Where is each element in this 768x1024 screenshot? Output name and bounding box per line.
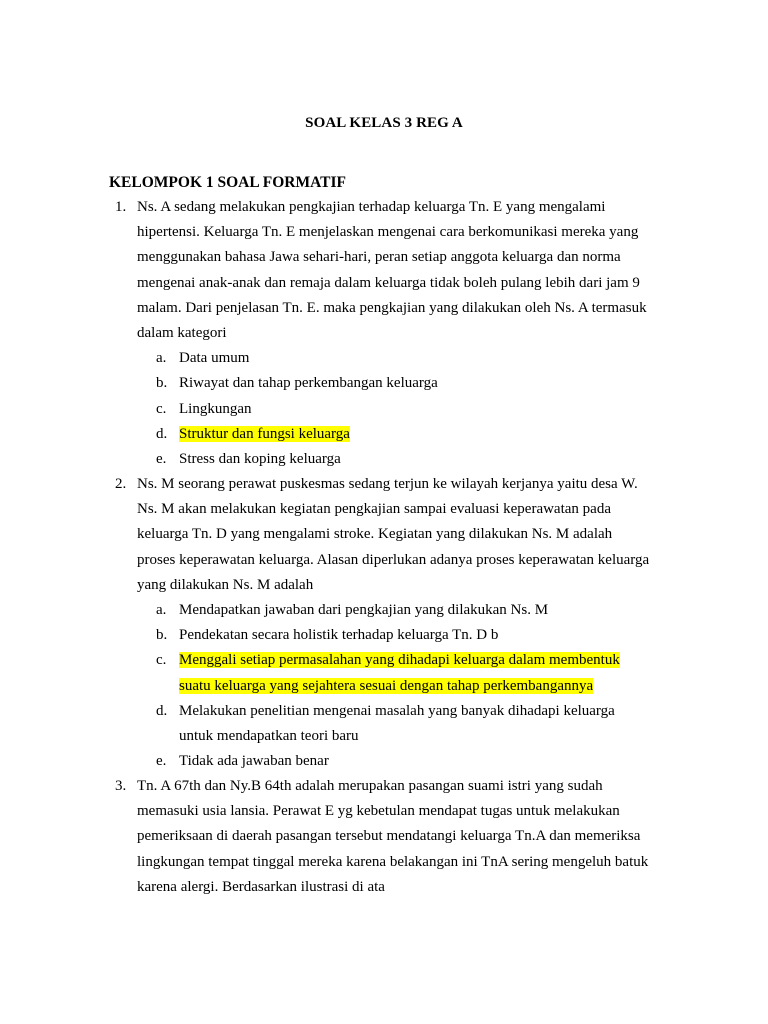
option-text: Stress dan koping keluarga xyxy=(179,451,341,468)
option-c xyxy=(137,648,652,698)
option-e xyxy=(137,447,652,472)
document-title: SOAL KELAS 3 REG A xyxy=(305,115,463,131)
option-letter: e. xyxy=(156,451,167,468)
option-d xyxy=(137,699,652,749)
option-d xyxy=(137,422,652,447)
question-text: Ns. M seorang perawat puskesmas sedang terjun ke wilayah kerjanya yaitu desa W. Ns. M akan melakukan kegiatan pengkajian sampai evaluasi keperawatan pada keluarga Tn. D yang mengalami stroke. Kegiatan yang dilakukan Ns. M adalah proses keperawatan keluarga. Alasan diperlukan adanya proses keperawatan keluarga yang dilakukan Ns. M adalah xyxy=(137,476,650,593)
question-text: Ns. A sedang melakukan pengkajian terhadap keluarga Tn. E yang mengalami hipertensi. Keluarga Tn. E menjelaskan mengenai cara berkomunikasi mereka yang menggunakan bahasa Jawa sehari-hari, peran setiap anggota keluarga dan norma mengenai anak-anak dan remaja dalam keluarga tidak boleh pulang lebih dari jam 9 malam. Dari penjelasan Tn. E. maka pengkajian yang dilakukan oleh Ns. A termasuk dalam kategori xyxy=(137,199,647,342)
option-b xyxy=(137,623,652,648)
option-text-highlighted: Struktur dan fungsi keluarga xyxy=(179,425,350,442)
option-letter: e. xyxy=(156,753,167,770)
option-text: Pendekatan secara holistik terhadap keluarga Tn. D b xyxy=(179,627,499,644)
option-letter: d. xyxy=(156,425,168,442)
question-text: Tn. A 67th dan Ny.B 64th adalah merupakan pasangan suami istri yang sudah memasuki usia lansia. Perawat E yg kebetulan mendapat tugas untuk melakukan pemeriksaan di daerah pasangan tersebut mendatangi keluarga Tn.A dan memeriksa lingkungan tempat tinggal mereka karena belakangan ini TnA sering mengeluh batuk karena alergi. Berdasarkan ilustrasi di ata xyxy=(137,778,649,895)
option-text: Lingkungan xyxy=(179,400,252,417)
option-text: Tidak ada jawaban benar xyxy=(179,753,329,770)
section-heading: KELOMPOK 1 SOAL FORMATIF xyxy=(109,174,346,191)
option-text: Riwayat dan tahap perkembangan keluarga xyxy=(179,375,438,392)
option-letter: b. xyxy=(156,627,168,644)
question-number: 1. xyxy=(115,199,127,215)
option-e xyxy=(137,749,652,774)
option-text: Melakukan penelitian mengenai masalah yang banyak dihadapi keluarga untuk mendapatkan teori baru xyxy=(179,702,615,745)
option-b xyxy=(137,371,652,396)
option-letter: b. xyxy=(156,375,168,392)
option-letter: a. xyxy=(156,350,167,367)
option-c xyxy=(137,397,652,422)
option-a xyxy=(137,598,652,623)
option-text-highlighted: Menggali setiap permasalahan yang dihadapi keluarga dalam membentuk suatu keluarga yang sejahtera sesuai dengan tahap perkembangannya xyxy=(179,652,620,694)
option-a xyxy=(137,346,652,371)
option-text: Mendapatkan jawaban dari pengkajian yang dilakukan Ns. M xyxy=(179,602,549,619)
option-letter: c. xyxy=(156,400,167,417)
option-letter: c. xyxy=(156,652,167,669)
answer-options xyxy=(137,598,652,774)
option-letter: a. xyxy=(156,602,167,619)
question-number: 3. xyxy=(115,778,127,794)
option-letter: d. xyxy=(156,702,168,719)
option-text: Data umum xyxy=(179,350,250,367)
answer-options xyxy=(137,346,652,472)
question-number: 2. xyxy=(115,476,127,492)
